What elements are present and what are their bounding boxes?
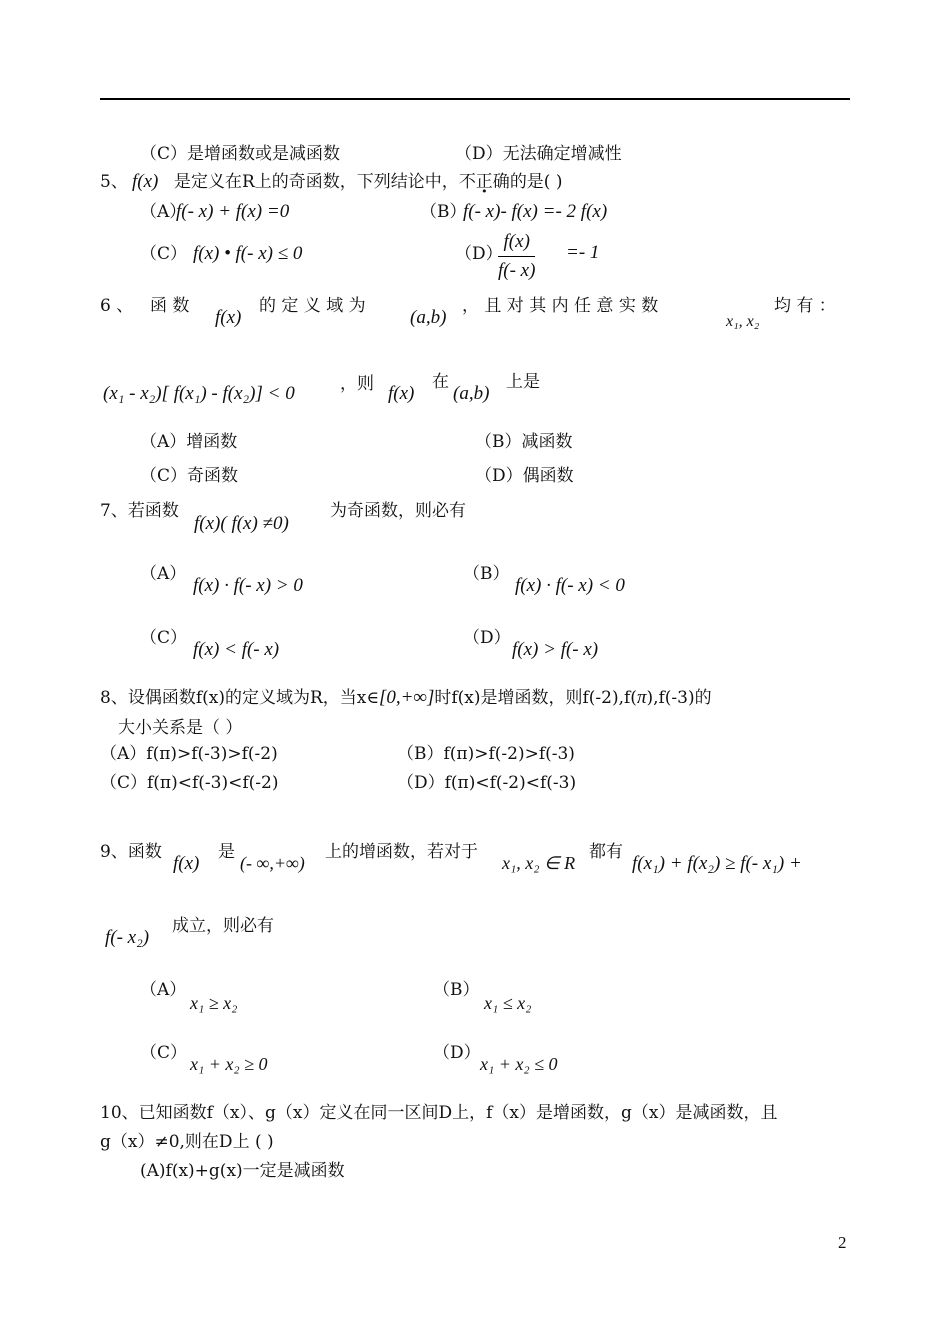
q5-b-expr: f(- x)- f(x) =- 2 f(x)	[463, 201, 608, 222]
q8-stem: 8、设偶函数f(x)的定义域为R，当x∈[0,+∞]时f(x)是增函数，则f(-2),f(π),f(-3)的	[100, 687, 712, 708]
q9-word-3: 都有	[589, 842, 623, 862]
q6-option-d: （D）偶函数	[475, 466, 574, 486]
q9-word-4: 成立，则必有	[172, 916, 274, 936]
q9-b-label: （B）	[433, 980, 480, 1000]
q5-b-label: （B）	[420, 202, 467, 222]
q9-inequality: f(x₁) + f(x₂) ≥ f(- x₁) +	[632, 853, 802, 874]
q9-stem: 9、函数	[100, 842, 162, 862]
q6-word-7: 上是	[506, 372, 540, 392]
q6-fx: f(x)	[215, 307, 242, 328]
q10-stem-line1: 10、已知函数f（x）、g（x）定义在同一区间D上，f（x）是增函数，g（x）是减函数，且	[100, 1103, 778, 1123]
page-number: 2	[838, 1233, 847, 1252]
q7-d-label: （D）	[463, 628, 511, 648]
q6-xs: x₁, x₂	[726, 313, 760, 330]
q8-option-b: （B）f(π)>f(-2)>f(-3)	[397, 744, 575, 764]
q7-a-label: （A）	[140, 564, 187, 584]
q6-fx-2: f(x)	[388, 383, 415, 404]
q7-stem-tail: 为奇函数，则必有	[330, 501, 466, 521]
q8-option-d: （D）f(π)<f(-2)<f(-3)	[397, 773, 577, 793]
q5-emphasis: 不正确	[458, 172, 510, 192]
q9-d-expr: x₁ + x₂ ≤ 0	[480, 1054, 558, 1074]
q10-stem-line2: g（x）≠0,则在D上 ( )	[100, 1132, 274, 1152]
q9-fx: f(x)	[173, 853, 200, 874]
q9-c-expr: x₁ + x₂ ≥ 0	[190, 1054, 268, 1074]
q9-c-label: （C）	[140, 1043, 188, 1063]
q7-b-label: （B）	[463, 564, 510, 584]
q8-pi: π	[636, 687, 647, 708]
q6-interval: (a,b)	[410, 307, 447, 328]
q9-a-expr: x₁ ≥ x₂	[190, 993, 238, 1013]
q5-fx: f(x)	[132, 171, 159, 192]
q6-word-6: 在	[432, 372, 449, 392]
q7-a-expr: f(x) · f(- x) > 0	[193, 575, 303, 596]
q6-word-3: ， 且 对 其 内 任 意 实 数	[462, 296, 659, 316]
q7-expr: f(x)( f(x) ≠0)	[194, 513, 289, 534]
q8-option-c: （C）f(π)<f(-3)<f(-2)	[100, 773, 279, 793]
q6-option-a: （A）增函数	[140, 432, 238, 452]
q9-word-1: 是	[218, 842, 235, 862]
q7-c-expr: f(x) < f(- x)	[193, 639, 280, 660]
q5-d-fraction	[498, 231, 535, 282]
q5-c-expr: f(x) • f(- x) ≤ 0	[193, 243, 303, 264]
header-rule	[100, 98, 850, 100]
q9-inequality-cont: f(- x₂)	[105, 927, 150, 948]
q6-word-2: 的 定 义 域 为	[259, 296, 366, 316]
q5-a-expr: f(- x) + f(x) =0	[176, 201, 290, 222]
q5-stem: 是定义在R上的奇函数，下列结论中，不正确的是( )	[174, 172, 563, 192]
q6-condition: (x₁ - x₂)[ f(x₁) - f(x₂)] < 0	[103, 383, 295, 404]
q7-c-label: （C）	[140, 628, 188, 648]
q9-word-2: 上的增函数，若对于	[325, 842, 478, 862]
q5-d-label: （D）	[455, 244, 503, 264]
q6-word-4: 均 有 ：	[774, 296, 836, 316]
q5-d-denominator: f(- x)	[498, 260, 536, 281]
q6-option-c: （C）奇函数	[140, 466, 239, 486]
q6-interval-2: (a,b)	[453, 383, 490, 404]
q9-a-label: （A）	[140, 980, 187, 1000]
q9-d-label: （D）	[433, 1043, 481, 1063]
q5-d-numerator: f(x)	[498, 231, 535, 257]
q9-xs: x₁, x₂ ∈ R	[502, 853, 576, 873]
q10-option-a: (A)f(x)+g(x)一定是减函数	[140, 1161, 345, 1181]
q4-option-d: （D）无法确定增减性	[455, 144, 622, 164]
q5-a-label: （A）	[140, 202, 187, 222]
q7-d-expr: f(x) > f(- x)	[512, 639, 599, 660]
q5-d-rhs: =- 1	[566, 242, 600, 263]
q6-number: 6 、	[100, 296, 134, 316]
q9-b-expr: x₁ ≤ x₂	[484, 993, 532, 1013]
q5-c-label: （C）	[140, 244, 188, 264]
q7-stem: 7、若函数	[100, 501, 179, 521]
q7-b-expr: f(x) · f(- x) < 0	[515, 575, 625, 596]
q6-option-b: （B）减函数	[475, 432, 573, 452]
q4-option-c: （C）是增函数或是减函数	[140, 144, 341, 164]
q8-stem-line2: 大小关系是（ ）	[118, 718, 243, 738]
q8-interval: [0,+∞]	[378, 687, 435, 708]
q6-word-1: 函 数	[150, 296, 190, 316]
q8-option-a: （A）f(π)>f(-3)>f(-2)	[100, 744, 278, 764]
q9-domain: (- ∞,+∞)	[240, 853, 305, 873]
q5-number: 5、	[100, 172, 128, 192]
q6-word-5: ，则	[340, 374, 374, 394]
